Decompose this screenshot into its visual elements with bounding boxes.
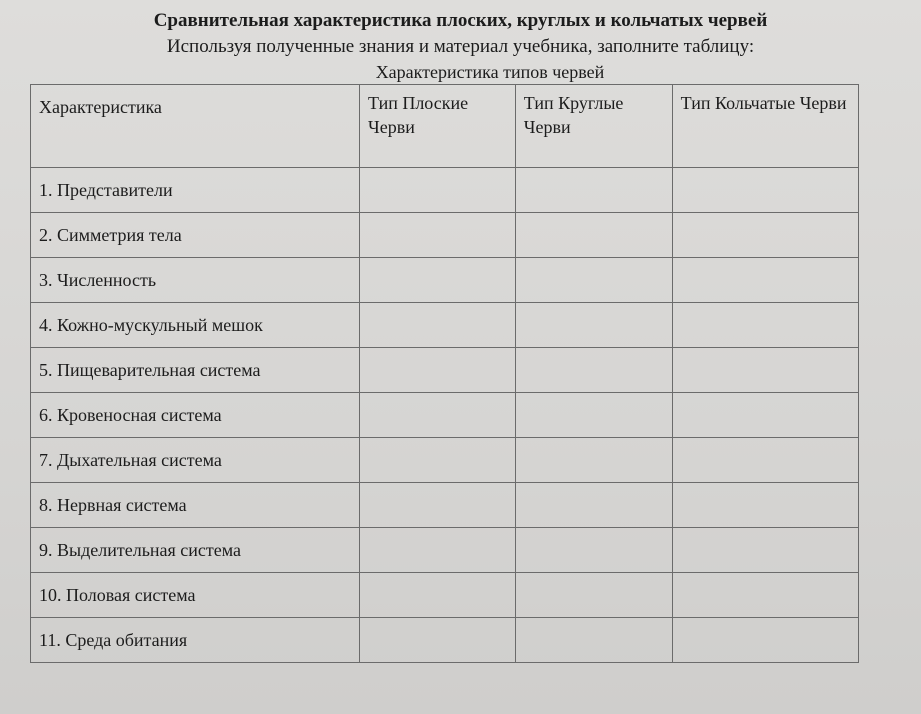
table-row (31, 168, 859, 213)
row-label: 6. Кровеносная система (31, 393, 360, 438)
header-roundworms: Тип Круглые Черви (515, 85, 672, 168)
answer-cell-annelids[interactable] (672, 303, 858, 348)
row-label: 7. Дыхательная система (31, 438, 360, 483)
answer-cell-flatworms[interactable] (360, 618, 516, 663)
table-row (31, 483, 859, 528)
table-caption: Характеристика типов червей (375, 62, 605, 82)
answer-cell-flatworms[interactable] (360, 303, 516, 348)
answer-cell-flatworms[interactable] (360, 168, 516, 213)
row-label: 11. Среда обитания (31, 618, 360, 663)
table-row (31, 348, 859, 393)
answer-cell-flatworms[interactable] (360, 213, 516, 258)
answer-cell-roundworms[interactable] (515, 483, 672, 528)
row-label: 5. Пищеварительная система (31, 348, 360, 393)
table-row (31, 393, 859, 438)
header-characteristic: Характеристика (31, 85, 360, 168)
table-row (31, 258, 859, 303)
answer-cell-annelids[interactable] (672, 618, 858, 663)
table-row (31, 303, 859, 348)
answer-cell-roundworms[interactable] (515, 258, 672, 303)
answer-cell-flatworms[interactable] (360, 393, 516, 438)
answer-cell-flatworms[interactable] (360, 438, 516, 483)
row-label: 8. Нервная система (31, 483, 360, 528)
row-label: 2. Симметрия тела (31, 213, 360, 258)
answer-cell-annelids[interactable] (672, 438, 858, 483)
row-label: 9. Выделительная система (31, 528, 360, 573)
answer-cell-flatworms[interactable] (360, 348, 516, 393)
answer-cell-annelids[interactable] (672, 573, 858, 618)
table-row (31, 618, 859, 663)
answer-cell-annelids[interactable] (672, 168, 858, 213)
answer-cell-annelids[interactable] (672, 348, 858, 393)
table-row (31, 573, 859, 618)
row-label: 4. Кожно-мускульный мешок (31, 303, 360, 348)
answer-cell-roundworms[interactable] (515, 438, 672, 483)
table-row (31, 438, 859, 483)
table-header-row (31, 85, 859, 168)
row-label: 1. Представители (31, 168, 360, 213)
comparison-table (30, 84, 859, 663)
header-annelids: Тип Кольчатые Черви (672, 85, 858, 168)
answer-cell-roundworms[interactable] (515, 528, 672, 573)
table-row (31, 213, 859, 258)
document-title: Сравнительная характеристика плоских, круглых и кольчатых червей (153, 10, 768, 31)
answer-cell-flatworms[interactable] (360, 528, 516, 573)
answer-cell-roundworms[interactable] (515, 348, 672, 393)
answer-cell-annelids[interactable] (672, 483, 858, 528)
answer-cell-annelids[interactable] (672, 528, 858, 573)
answer-cell-annelids[interactable] (672, 213, 858, 258)
answer-cell-roundworms[interactable] (515, 573, 672, 618)
answer-cell-roundworms[interactable] (515, 213, 672, 258)
answer-cell-annelids[interactable] (672, 258, 858, 303)
table-row (31, 528, 859, 573)
header-flatworms: Тип Плоские Черви (360, 85, 516, 168)
document-instruction: Используя полученные знания и материал учебника, заполните таблицу: (166, 36, 755, 57)
answer-cell-flatworms[interactable] (360, 258, 516, 303)
answer-cell-roundworms[interactable] (515, 618, 672, 663)
answer-cell-roundworms[interactable] (515, 303, 672, 348)
answer-cell-roundworms[interactable] (515, 168, 672, 213)
answer-cell-flatworms[interactable] (360, 483, 516, 528)
row-label: 10. Половая система (31, 573, 360, 618)
answer-cell-flatworms[interactable] (360, 573, 516, 618)
answer-cell-annelids[interactable] (672, 393, 858, 438)
row-label: 3. Численность (31, 258, 360, 303)
answer-cell-roundworms[interactable] (515, 393, 672, 438)
